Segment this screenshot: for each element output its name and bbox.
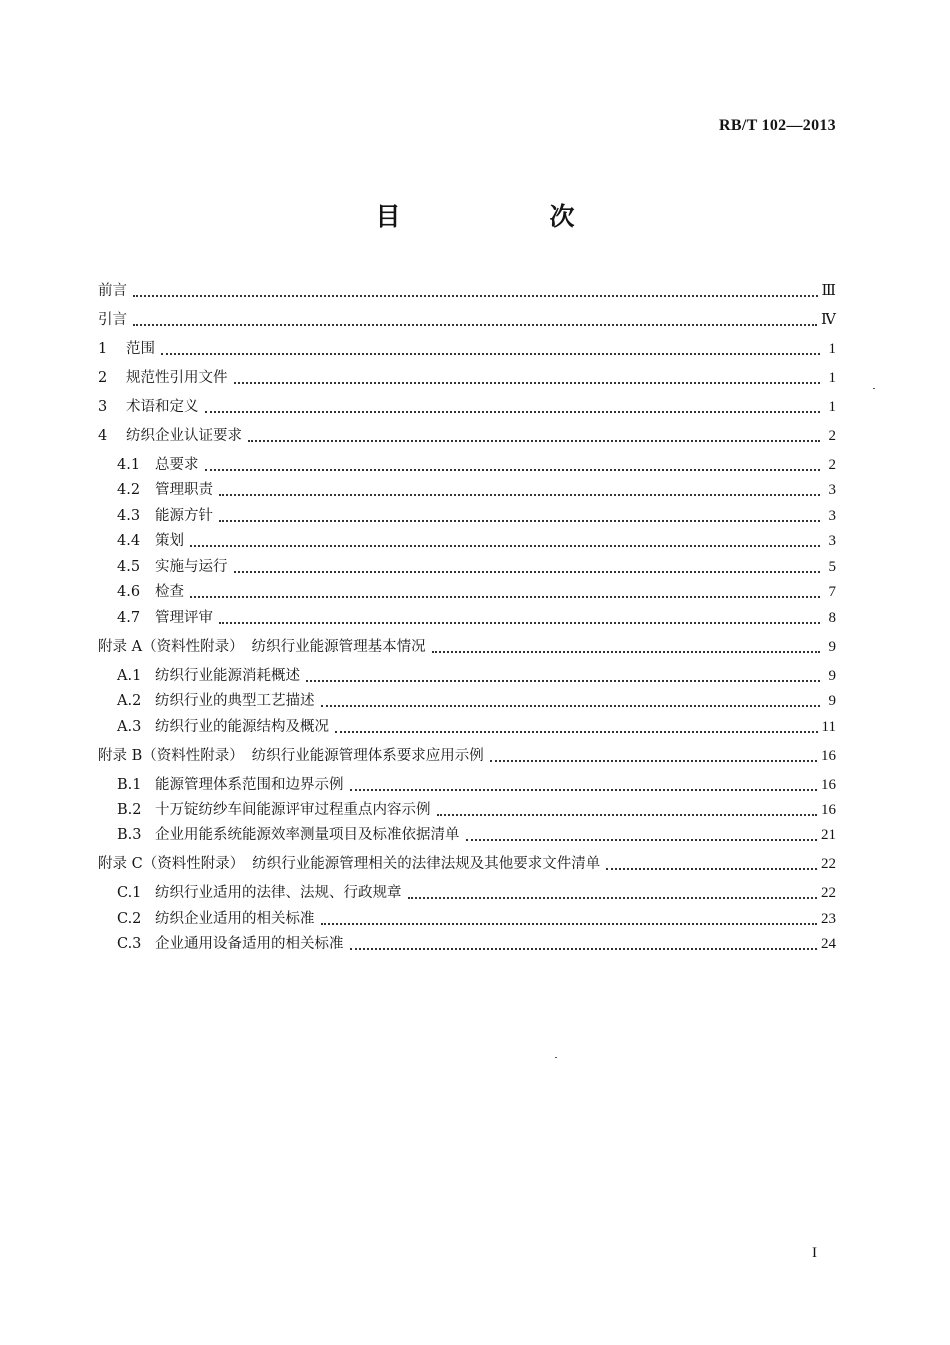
toc-entry-page: 8 [828, 610, 836, 626]
dot-leader [350, 947, 818, 950]
dot-leader [350, 788, 818, 791]
toc-entry-number: 4.2 [117, 482, 141, 498]
toc-entry-4-2[interactable] [117, 479, 836, 501]
toc-entry-number: B.3 [117, 827, 142, 843]
toc-entry-page: 9 [828, 693, 836, 709]
toc-entry-number: B.2 [117, 802, 142, 818]
dot-leader [321, 704, 821, 707]
toc-entry-text: 总要求 [155, 457, 199, 473]
toc-entry-number: B.1 [117, 777, 142, 793]
toc-entry-text: 纺织行业适用的法律、法规、行政规章 [155, 885, 402, 901]
toc-entry-4-7[interactable] [117, 607, 836, 629]
dot-leader [234, 570, 821, 573]
dot-leader [161, 352, 820, 355]
toc-entry-text: 纺织行业能源消耗概述 [155, 668, 300, 684]
toc-entry-page: 11 [821, 719, 836, 735]
toc-entry-number: A.2 [117, 693, 142, 709]
toc-entry-number: 4.3 [117, 508, 141, 524]
toc-entry-page: Ⅲ [821, 283, 836, 299]
dot-leader [133, 323, 817, 326]
toc-entry-number: A.1 [117, 668, 142, 684]
document-code: RB/T 102—2013 [719, 117, 836, 134]
toc-entry-page: 21 [821, 827, 836, 843]
toc-entry-page: 16 [821, 777, 836, 793]
toc-entry-text: 纺织行业能源管理基本情况 [251, 639, 426, 655]
toc-entry-c-3[interactable] [117, 933, 836, 955]
toc-entry-page: 16 [821, 748, 836, 764]
toc-entry-number: 4.5 [117, 559, 141, 575]
toc-entry-introduction[interactable] [98, 309, 836, 331]
toc-entry-page: 1 [828, 341, 836, 357]
toc-entry-number: 4 [98, 428, 108, 444]
toc-entry-page: 5 [828, 559, 836, 575]
toc-entry-number: 4.1 [117, 457, 141, 473]
dot-leader [606, 867, 817, 870]
toc-entry-number: C.3 [117, 936, 142, 952]
scan-speck [555, 1057, 557, 1058]
toc-entry-c-2[interactable] [117, 908, 836, 930]
dot-leader [205, 468, 821, 471]
dot-leader [219, 621, 820, 624]
dot-leader [219, 519, 820, 522]
toc-entry-text: 纺织行业能源管理体系要求应用示例 [251, 748, 484, 764]
toc-entry-3[interactable] [98, 396, 836, 418]
toc-entry-page: 1 [828, 370, 836, 386]
toc-entry-4-3[interactable] [117, 505, 836, 527]
toc-entry-4-4[interactable] [117, 530, 836, 552]
dot-leader [205, 410, 821, 413]
toc-entry-appendix-b[interactable] [98, 745, 836, 767]
toc-entry-b-1[interactable] [117, 774, 836, 796]
toc-entry-number: C.1 [117, 885, 142, 901]
toc-entry-text: 策划 [155, 533, 184, 549]
toc-entry-appendix-c[interactable] [98, 853, 836, 875]
dot-leader [490, 759, 817, 762]
toc-entry-number: 附录 B（资料性附录） [98, 748, 244, 764]
toc-entry-number: 4.7 [117, 610, 141, 626]
toc-entry-page: 1 [828, 399, 836, 415]
toc-entry-4-6[interactable] [117, 581, 836, 603]
page-number: I [812, 1245, 817, 1261]
toc-entry-text: 术语和定义 [126, 399, 199, 415]
toc-entry-number: 4.6 [117, 584, 141, 600]
dot-leader [306, 679, 820, 682]
toc-entry-b-2[interactable] [117, 799, 836, 821]
toc-entry-a-2[interactable] [117, 690, 836, 712]
toc-entry-page: 9 [828, 639, 836, 655]
toc-entry-text: 能源管理体系范围和边界示例 [155, 777, 344, 793]
toc-entry-number: 附录 C（资料性附录） [98, 856, 245, 872]
toc-entry-text: 十万锭纺纱车间能源评审过程重点内容示例 [155, 802, 431, 818]
dot-leader [466, 838, 818, 841]
toc-entry-text: 纺织企业适用的相关标准 [155, 911, 315, 927]
toc-entry-a-3[interactable] [117, 716, 836, 738]
toc-entry-4-1[interactable] [117, 454, 836, 476]
toc-entry-text: 纺织行业能源管理相关的法律法规及其他要求文件清单 [252, 856, 601, 872]
toc-entry-text: 纺织企业认证要求 [126, 428, 242, 444]
toc-entry-4[interactable] [98, 425, 836, 447]
toc-entry-page: 22 [821, 856, 836, 872]
dot-leader [248, 439, 820, 442]
toc-entry-text: 实施与运行 [155, 559, 228, 575]
toc-entry-page: 3 [828, 482, 836, 498]
toc-entry-text: 管理职责 [155, 482, 213, 498]
toc-entry-page: Ⅳ [821, 312, 836, 328]
dot-leader [133, 294, 818, 297]
page-title: 目 次 [375, 202, 637, 231]
toc-entry-number: C.2 [117, 911, 142, 927]
toc-entry-page: 2 [828, 457, 836, 473]
dot-leader [335, 730, 818, 733]
toc-entry-number: 2 [98, 370, 108, 386]
toc-entry-text: 企业通用设备适用的相关标准 [155, 936, 344, 952]
scan-speck [873, 388, 875, 389]
toc-entry-number: A.3 [117, 719, 142, 735]
dot-leader [437, 813, 818, 816]
toc-entry-c-1[interactable] [117, 882, 836, 904]
toc-entry-text: 能源方针 [155, 508, 213, 524]
toc-entry-number: 3 [98, 399, 108, 415]
toc-entry-b-3[interactable] [117, 824, 836, 846]
dot-leader [190, 544, 820, 547]
toc-entry-number: 1 [98, 341, 108, 357]
toc-entry-a-1[interactable] [117, 665, 836, 687]
toc-entry-page: 3 [828, 508, 836, 524]
toc-entry-foreword[interactable] [98, 280, 836, 302]
toc-entry-4-5[interactable] [117, 556, 836, 578]
toc-entry-text: 规范性引用文件 [126, 370, 228, 386]
dot-leader [321, 922, 818, 925]
toc-entry-page: 23 [821, 911, 836, 927]
toc-entry-text: 引言 [98, 312, 127, 328]
toc-entry-page: 7 [828, 584, 836, 600]
toc-entry-text: 管理评审 [155, 610, 213, 626]
toc-entry-page: 2 [828, 428, 836, 444]
toc-entry-appendix-a[interactable] [98, 636, 836, 658]
dot-leader [234, 381, 821, 384]
toc-entry-text: 纺织行业的典型工艺描述 [155, 693, 315, 709]
toc-entry-text: 范围 [126, 341, 155, 357]
toc-entry-number: 4.4 [117, 533, 141, 549]
toc-entry-text: 企业用能系统能源效率测量项目及标准依据清单 [155, 827, 460, 843]
dot-leader [219, 493, 820, 496]
toc-entry-text: 检查 [155, 584, 184, 600]
dot-leader [432, 650, 820, 653]
toc-entry-page: 9 [828, 668, 836, 684]
toc-entry-number: 附录 A（资料性附录） [98, 639, 244, 655]
toc-entry-page: 16 [821, 802, 836, 818]
toc-entry-page: 3 [828, 533, 836, 549]
toc-entry-1[interactable] [98, 338, 836, 360]
dot-leader [190, 595, 820, 598]
toc-entry-text: 纺织行业的能源结构及概况 [155, 719, 329, 735]
toc-entry-text: 前言 [98, 283, 127, 299]
toc-entry-2[interactable] [98, 367, 836, 389]
toc-entry-page: 24 [821, 936, 836, 952]
dot-leader [408, 896, 818, 899]
toc-entry-page: 22 [821, 885, 836, 901]
